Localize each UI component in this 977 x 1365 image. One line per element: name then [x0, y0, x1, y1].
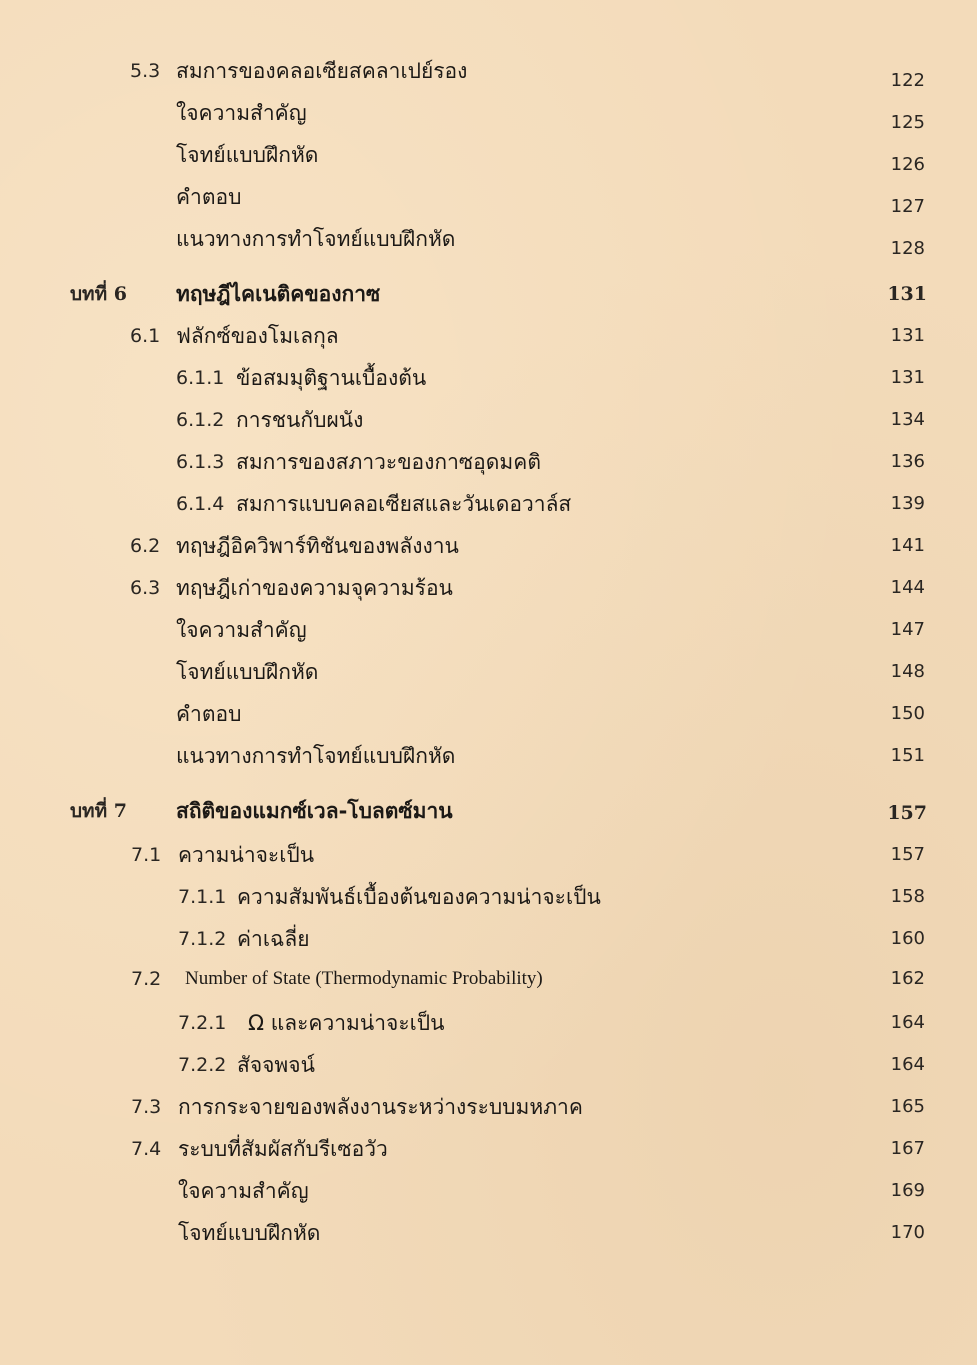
page-number: 151	[890, 745, 925, 766]
page-number: 128	[890, 238, 925, 259]
entry-title: คำตอบ	[176, 702, 242, 726]
toc-row	[0, 657, 977, 687]
page-number: 170	[890, 1222, 925, 1243]
toc-row	[0, 882, 977, 912]
toc-row	[0, 1134, 977, 1164]
page-number: 131	[890, 367, 925, 388]
page-number: 147	[890, 619, 925, 640]
entry-title: ใจความสำคัญ	[178, 1179, 309, 1203]
toc-row	[0, 1218, 977, 1248]
chapter-title: สถิติของแมกซ์เวล-โบลตซ์มาน	[176, 799, 453, 823]
page-number: 158	[890, 886, 925, 907]
subsection-number: 6.1.2	[176, 409, 225, 431]
page-number: 131	[890, 325, 925, 346]
section-number: 6.1	[130, 325, 161, 347]
entry-title: ความสัมพันธ์เบื้องต้นของความน่าจะเป็น	[237, 885, 601, 909]
section-number: 7.1	[131, 844, 162, 866]
toc-row	[0, 321, 977, 351]
subsection-number: 6.1.1	[176, 367, 225, 389]
subsection-number: 6.1.3	[176, 451, 225, 473]
chapter-number: บทที่ 6	[70, 283, 127, 305]
entry-title: สัจจพจน์	[237, 1053, 315, 1077]
entry-title: ความน่าจะเป็น	[178, 843, 315, 867]
page-number: 122	[890, 70, 925, 91]
page-number: 167	[890, 1138, 925, 1159]
section-number: 6.3	[130, 577, 161, 599]
toc-row	[0, 573, 977, 603]
page-number: 144	[890, 577, 925, 598]
entry-title: สมการของคลอเซียสคลาเปย์รอง	[176, 59, 468, 83]
entry-title: โจทย์แบบฝึกหัด	[178, 1221, 321, 1245]
entry-title: ใจความสำคัญ	[176, 101, 307, 125]
entry-title: โจทย์แบบฝึกหัด	[176, 143, 319, 167]
entry-title: ฟลักซ์ของโมเลกุล	[176, 324, 339, 348]
page-number: 127	[890, 196, 925, 217]
subsection-number: 7.1.1	[178, 886, 227, 908]
page-number: 164	[890, 1012, 925, 1033]
section-number: 7.4	[131, 1138, 162, 1160]
chapter-number: บทที่ 7	[70, 800, 127, 822]
toc-row	[0, 699, 977, 729]
subsection-number: 7.2.2	[178, 1054, 227, 1076]
toc-row	[0, 447, 977, 477]
toc-row	[0, 840, 977, 870]
chapter-row	[0, 279, 977, 309]
section-number: 6.2	[130, 535, 161, 557]
entry-title: แนวทางการทำโจทย์แบบฝึกหัด	[176, 744, 456, 768]
entry-title: แนวทางการทำโจทย์แบบฝึกหัด	[176, 227, 456, 251]
page-number: 157	[890, 844, 925, 865]
chapter-row	[0, 796, 977, 826]
page-number: 165	[890, 1096, 925, 1117]
toc-row	[0, 1008, 977, 1038]
toc-row	[0, 363, 977, 393]
toc-row	[0, 531, 977, 561]
page-number: 125	[890, 112, 925, 133]
toc-row	[0, 98, 977, 133]
toc-row	[0, 615, 977, 645]
toc-row	[0, 964, 977, 994]
entry-title: โจทย์แบบฝึกหัด	[176, 660, 319, 684]
entry-title: ระบบที่สัมผัสกับรีเซอวัว	[178, 1137, 388, 1161]
page-number: 160	[890, 928, 925, 949]
page-number: 136	[890, 451, 925, 472]
entry-title: สมการของสภาวะของกาซอุดมคติ	[236, 450, 541, 474]
subsection-number: 6.1.4	[176, 493, 225, 515]
toc-row	[0, 405, 977, 435]
toc-row	[0, 1092, 977, 1122]
page-number: 162	[890, 968, 925, 989]
page-number: 150	[890, 703, 925, 724]
chapter-title: ทฤษฎีไคเนติคของกาซ	[176, 282, 381, 306]
section-number: 7.3	[131, 1096, 162, 1118]
subsection-number: 7.2.1	[178, 1012, 227, 1034]
page-number: 141	[890, 535, 925, 556]
entry-title: การกระจายของพลังงานระหว่างระบบมหภาค	[178, 1095, 583, 1119]
entry-title: การชนกับผนัง	[236, 408, 364, 432]
entry-title: ทฤษฎีเก่าของความจุความร้อน	[176, 576, 453, 600]
toc-row	[0, 1176, 977, 1206]
entry-title: คำตอบ	[176, 185, 242, 209]
page-number: 134	[890, 409, 925, 430]
entry-title: ใจความสำคัญ	[176, 618, 307, 642]
page-number: 139	[890, 493, 925, 514]
entry-title: ทฤษฎีอิควิพาร์ทิชันของพลังงาน	[176, 534, 459, 558]
entry-title: Number of State (Thermodynamic Probability)	[185, 968, 543, 989]
page-number: 126	[890, 154, 925, 175]
entry-title: ข้อสมมุติฐานเบื้องต้น	[236, 366, 427, 390]
toc-row	[0, 56, 977, 91]
toc-row	[0, 140, 977, 175]
section-number: 5.3	[130, 60, 161, 82]
toc-row	[0, 182, 977, 217]
page-number: 148	[890, 661, 925, 682]
page-number: 169	[890, 1180, 925, 1201]
entry-title: สมการแบบคลอเซียสและวันเดอวาล์ส	[236, 492, 572, 516]
page-number: 157	[887, 802, 927, 824]
toc-row	[0, 924, 977, 954]
section-number: 7.2	[131, 968, 162, 990]
entry-title: Ω และความน่าจะเป็น	[248, 1011, 445, 1035]
subsection-number: 7.1.2	[178, 928, 227, 950]
toc-row	[0, 741, 977, 771]
page-number: 164	[890, 1054, 925, 1075]
toc-row	[0, 489, 977, 519]
entry-title: ค่าเฉลี่ย	[237, 927, 310, 951]
page-number: 131	[887, 283, 927, 305]
toc-row	[0, 1050, 977, 1080]
toc-row	[0, 224, 977, 259]
